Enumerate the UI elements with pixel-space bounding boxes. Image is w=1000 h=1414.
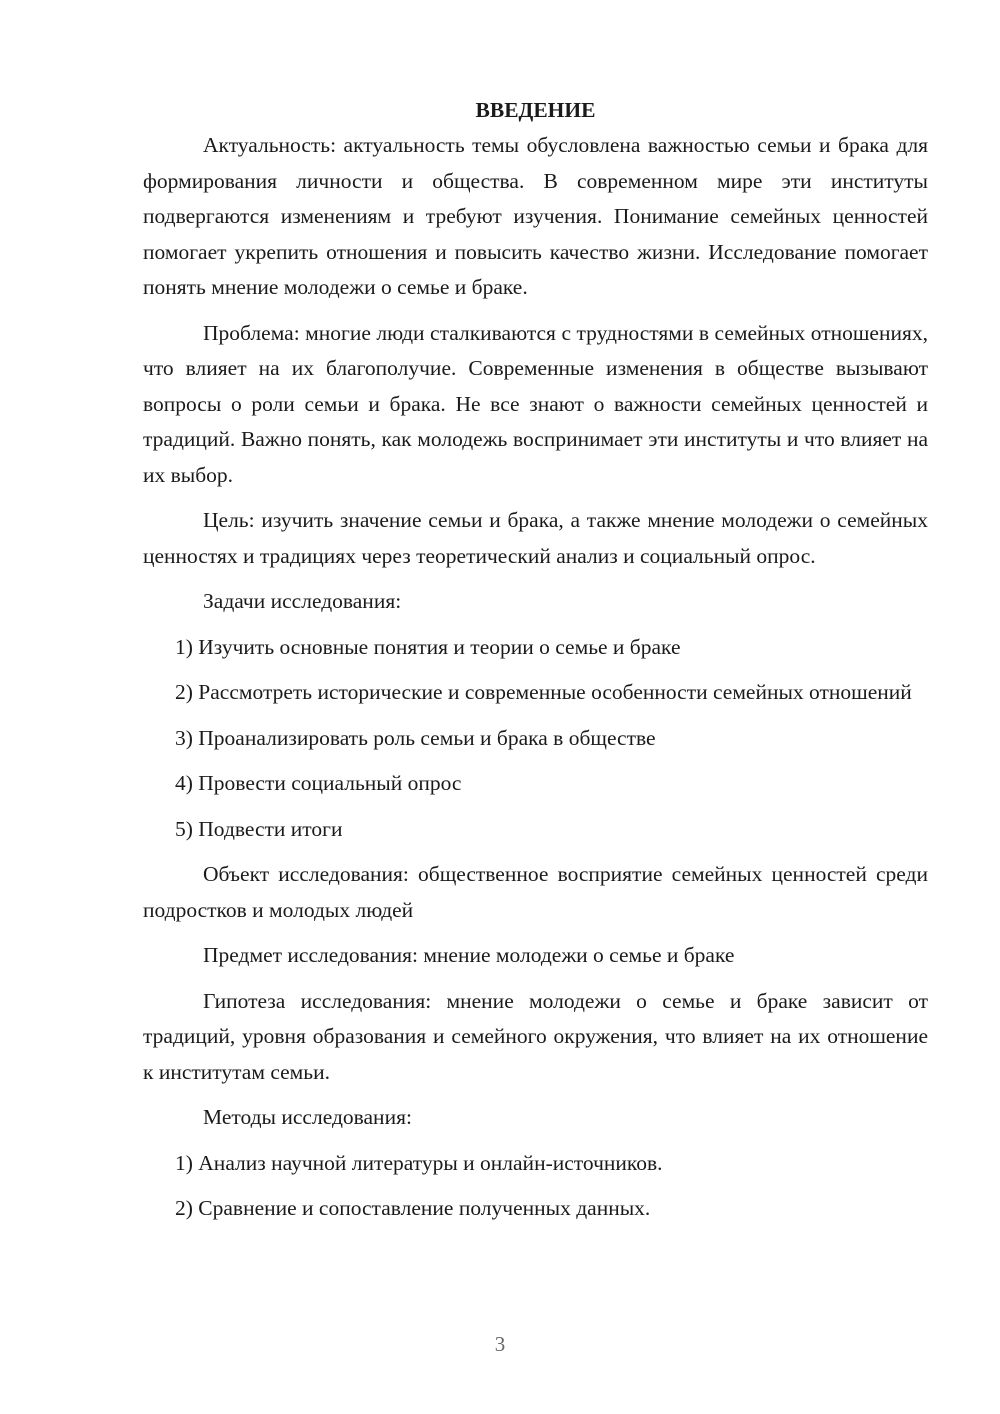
task-item: 5) Подвести итоги (175, 816, 343, 841)
page-number: 3 (494, 1332, 506, 1356)
task-item: 1) Изучить основные понятия и теории о семье и браке (175, 634, 681, 659)
tasks-heading: Задачи исследования: (203, 589, 402, 613)
document-page (143, 93, 928, 1237)
goal-paragraph: Цель: изучить значение семьи и брака, а также мнение молодежи о семейных ценностях и традициях через теоретический анализ и социальный опрос. (143, 508, 928, 568)
section-title: ВВЕДЕНИЕ (475, 98, 596, 122)
task-item: 2) Рассмотреть исторические и современные особенности семейных отношений (175, 680, 912, 704)
hypothesis-paragraph: Гипотеза исследования: мнение молодежи о семье и браке зависит от традиций, уровня образования и семейного окружения, что влияет на их отношение к институтам семьи. (143, 988, 928, 1084)
methods-heading: Методы исследования: (203, 1105, 412, 1129)
method-item: 1) Анализ научной литературы и онлайн-источников. (175, 1150, 663, 1175)
task-item: 4) Провести социальный опрос (175, 771, 462, 795)
task-item: 3) Проанализировать роль семьи и брака в обществе (175, 725, 656, 750)
problem-paragraph: Проблема: многие люди сталкиваются с трудностями в семейных отношениях, что влияет на их благополучие. Современные изменения в обществе вызывают вопросы о роли семьи и брака. Не все знают о важности семейных ценностей и традиций. Важно понять, как молодежь воспринимает эти институты и что влияет на их выбор. (143, 320, 928, 487)
object-paragraph: Объект исследования: общественное восприятие семейных ценностей среди подростков и молодых людей (143, 862, 928, 922)
method-item: 2) Сравнение и сопоставление полученных данных. (175, 1196, 651, 1220)
relevance-paragraph: Актуальность: актуальность темы обусловлена важностью семьи и брака для формирования личности и общества. В современном мире эти институты подвергаются изменениям и требуют изучения. Понимание семейных ценностей помогает укрепить отношения и повысить качество жизни. Исследование помогает понять мнение молодежи о семье и браке. (143, 133, 928, 299)
subject-paragraph: Предмет исследования: мнение молодежи о семье и браке (203, 943, 735, 967)
